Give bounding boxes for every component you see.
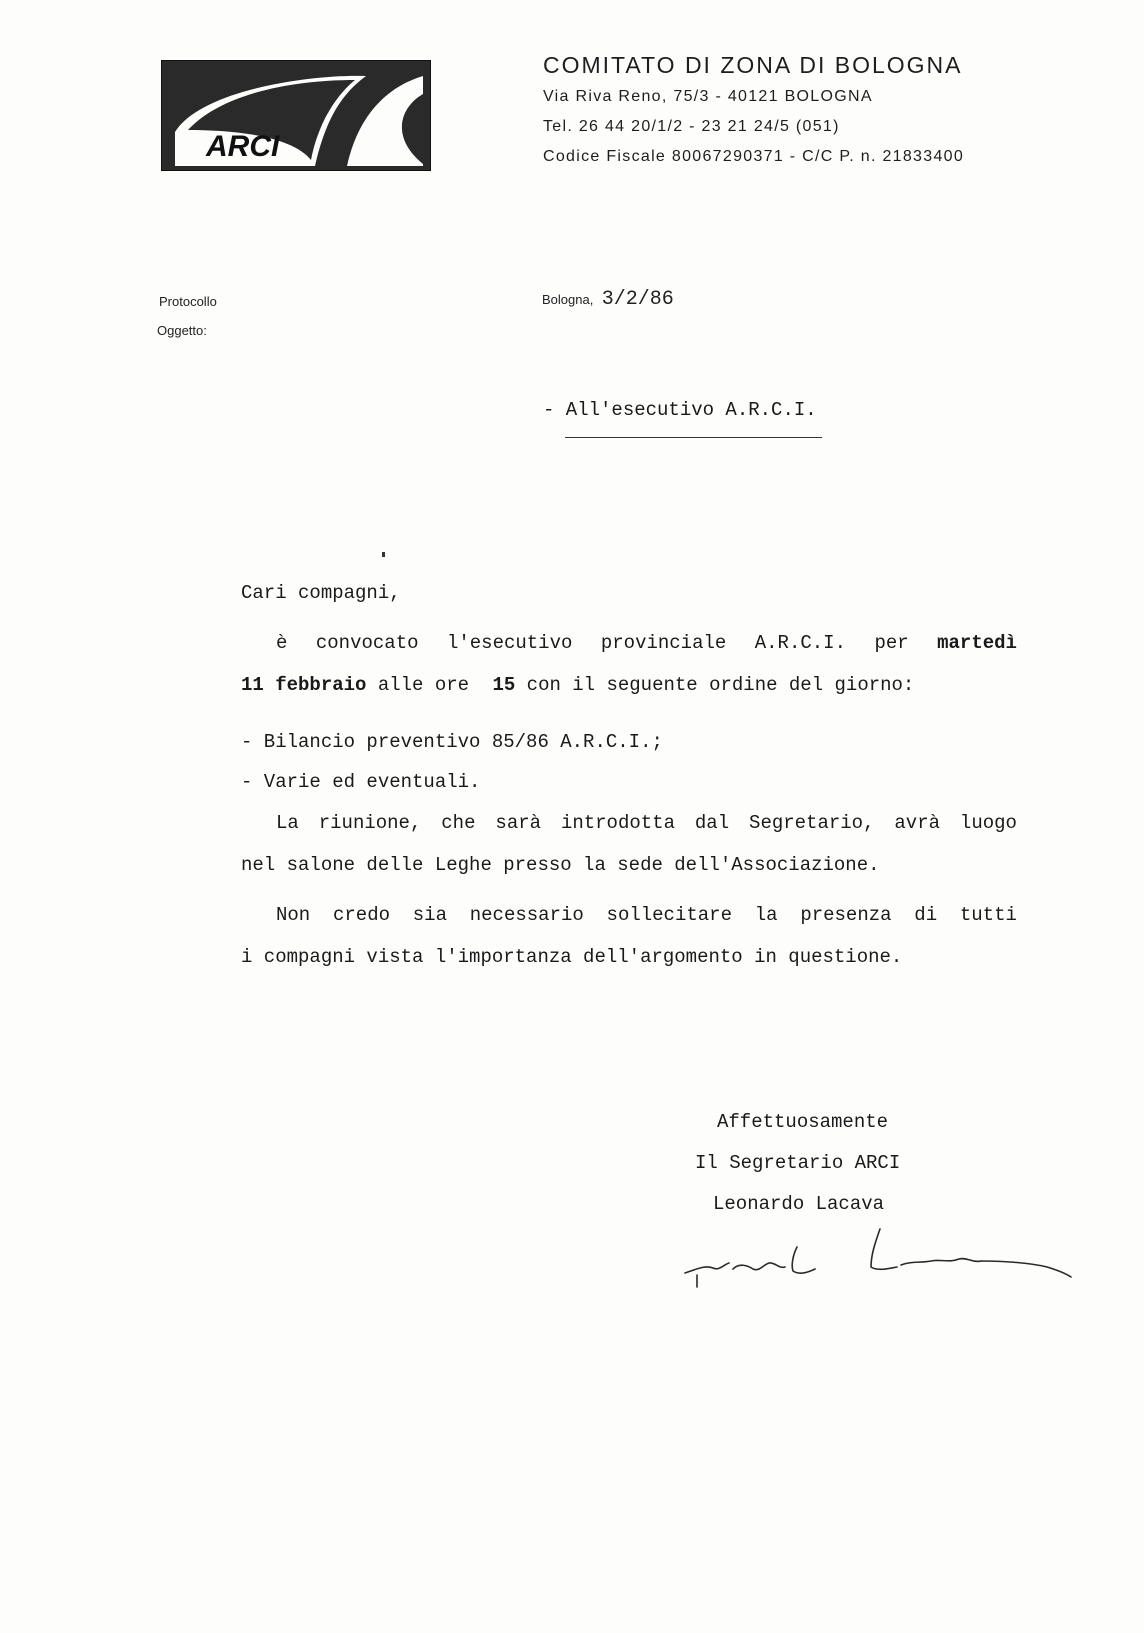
paragraph-line	[241, 802, 1017, 844]
date-label: Bologna,	[542, 292, 594, 307]
greeting: Cari compagni,	[241, 582, 401, 604]
paragraph-line	[241, 936, 1017, 978]
paragraph-line	[241, 894, 1017, 936]
word: necessario	[469, 904, 584, 926]
letterhead	[543, 50, 1063, 176]
phone-numbers: Tel. 26 44 20/1/2 - 23 21 24/5 (051)	[543, 118, 840, 135]
paragraph-line	[241, 622, 1017, 664]
closing-salutation: Affettuosamente	[717, 1111, 889, 1133]
word: provinciale	[600, 632, 727, 654]
word: la	[754, 904, 778, 926]
word: per	[874, 632, 909, 654]
arci-logo	[161, 60, 431, 171]
word: di	[914, 904, 938, 926]
address: Via Riva Reno, 75/3 - 40121 BOLOGNA	[543, 88, 873, 105]
meeting-hour: 15	[492, 674, 516, 696]
text-run: nel salone delle Leghe presso la sede dell'Associazione.	[241, 854, 880, 876]
word: che	[441, 812, 476, 834]
recipient-line: - All'esecutivo A.R.C.I.	[543, 399, 817, 421]
word: dal	[694, 812, 730, 834]
agenda-item: - Bilancio preventivo 85/86 A.R.C.I.;	[241, 731, 663, 753]
protocollo-label: Protocollo	[159, 294, 217, 309]
word: introdotta	[560, 812, 675, 834]
word: A.R.C.I.	[754, 632, 846, 654]
paragraph-attendance	[241, 894, 1017, 978]
word: luogo	[959, 812, 1017, 834]
word: sarà	[495, 812, 542, 834]
word: Non	[276, 904, 311, 926]
word: convocato	[315, 632, 419, 654]
tax-code: Codice Fiscale 80067290371 - C/C P. n. 21833400	[543, 148, 965, 165]
meeting-weekday: martedì	[937, 632, 1017, 654]
date-line	[542, 288, 674, 311]
ink-mark	[382, 552, 385, 557]
signer-role: Il Segretario ARCI	[695, 1152, 901, 1174]
recipient-underline	[565, 437, 822, 438]
paragraph-convocation	[241, 622, 1017, 706]
word: l'esecutivo	[446, 632, 573, 654]
meeting-date: 11 febbraio	[241, 674, 367, 696]
word: La	[276, 812, 299, 834]
word: tutti	[959, 904, 1017, 926]
signer-name: Leonardo Lacava	[713, 1193, 885, 1215]
text-run: con il seguente ordine del giorno:	[515, 674, 915, 696]
paragraph-meeting-place	[241, 802, 1017, 886]
word: Segretario,	[749, 812, 875, 834]
word: avrà	[894, 812, 940, 834]
text-run: i compagni vista l'importanza dell'argomento in questione.	[241, 946, 903, 968]
word: è	[276, 632, 288, 654]
agenda-item: - Varie ed eventuali.	[241, 771, 481, 793]
paragraph-line	[241, 844, 1017, 886]
oggetto-label: Oggetto:	[157, 323, 207, 338]
date-value: 3/2/86	[601, 288, 674, 311]
word: sia	[412, 904, 447, 926]
word: credo	[332, 904, 390, 926]
word: presenza	[800, 904, 892, 926]
svg-text:ARCI: ARCI	[206, 130, 280, 163]
paragraph-line	[241, 664, 1017, 706]
word: riunione,	[318, 812, 422, 834]
organization-name: COMITATO DI ZONA DI BOLOGNA	[543, 52, 963, 78]
text-run: alle ore	[366, 674, 481, 696]
word: sollecitare	[606, 904, 732, 926]
handwritten-signature	[675, 1225, 1085, 1295]
